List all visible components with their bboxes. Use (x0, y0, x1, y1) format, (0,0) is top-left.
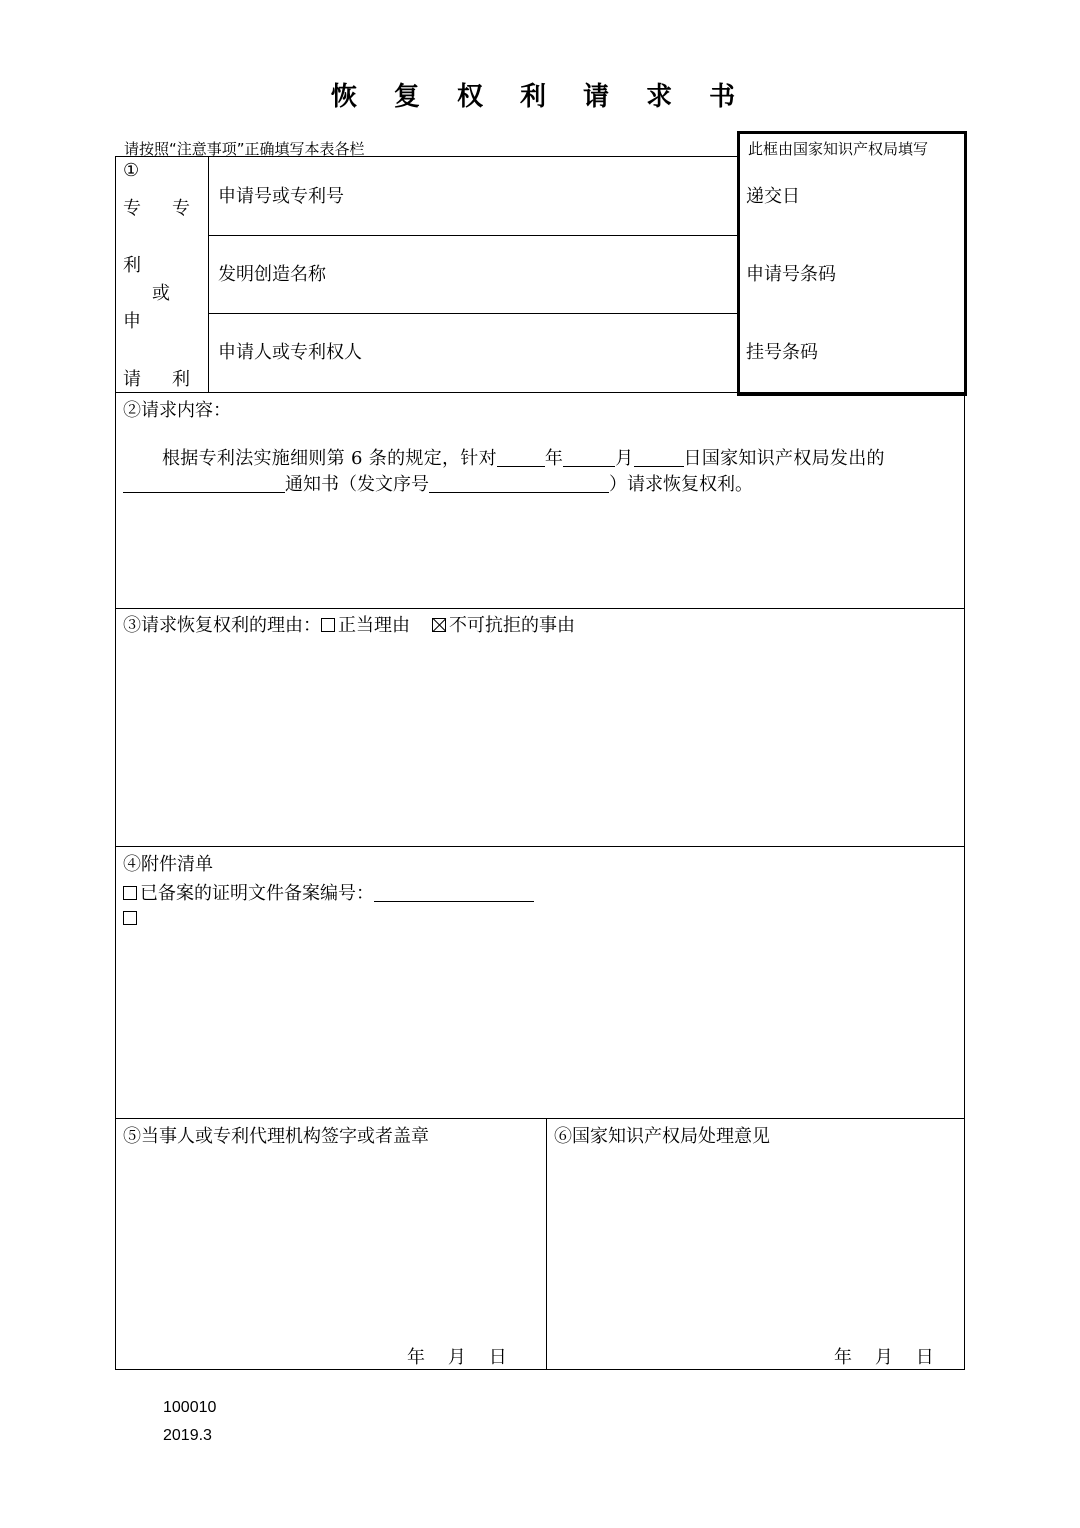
section1-char: 请 (123, 369, 141, 390)
attachment-item-2 (123, 908, 140, 929)
section2-title: ②请求内容： (123, 400, 231, 421)
day-blank[interactable] (634, 448, 684, 467)
app-barcode-label: 申请号条码 (746, 264, 836, 285)
section1-char: 专 (123, 198, 141, 219)
section1-char: 利 (172, 369, 190, 390)
request-text: 通知书（发文序号 (285, 474, 429, 495)
request-content-line2 (123, 470, 753, 496)
form-code: 100010 (163, 1399, 217, 1416)
month-blank[interactable] (563, 448, 615, 467)
year-blank[interactable] (497, 448, 545, 467)
attachment-label: 已备案的证明文件备案编号： (140, 883, 374, 904)
section1-char: 专 (172, 198, 190, 219)
checkbox-attachment-1[interactable] (123, 886, 137, 900)
registered-code-label: 挂号条码 (746, 342, 818, 363)
section1-char: 利 (123, 255, 141, 276)
request-content-line1 (162, 444, 885, 470)
section6-title: ⑥国家知识产权局处理意见 (554, 1126, 770, 1147)
instruction-note: 请按照“注意事项”正确填写本表各栏 (124, 140, 365, 158)
section1-char: 申 (123, 311, 141, 332)
filing-number-blank[interactable] (374, 883, 534, 902)
option-label: 不可抗拒的事由 (449, 615, 575, 636)
option-label: 正当理由 (338, 615, 410, 636)
section1-char: 或 (152, 283, 170, 304)
app-number-field[interactable]: 申请号或专利号 (218, 186, 344, 207)
request-text: 日国家知识产权局发出的 (683, 448, 885, 469)
section6-date: 年 月 日 (834, 1347, 934, 1368)
serial-number-blank[interactable] (429, 474, 609, 493)
section3-row (123, 611, 575, 637)
attachment-item-1 (123, 879, 534, 905)
applicant-field[interactable]: 申请人或专利权人 (218, 342, 362, 363)
section1-number: ① (123, 160, 140, 181)
section4-title: ④附件清单 (123, 854, 213, 875)
checkbox-attachment-2[interactable] (123, 911, 137, 925)
section3-title: ③请求恢复权利的理由： (123, 615, 321, 636)
section5-date: 年 月 日 (407, 1347, 507, 1368)
section5-title: ⑤当事人或专利代理机构签字或者盖章 (123, 1126, 429, 1147)
form-version: 2019.3 (163, 1427, 212, 1444)
request-text: ）请求恢复权利。 (609, 474, 753, 495)
invention-name-field[interactable]: 发明创造名称 (218, 264, 326, 285)
month-label: 月 (615, 448, 634, 469)
request-text: 根据专利法实施细则第 6 条的规定，针对 (162, 448, 497, 469)
submit-date-label: 递交日 (746, 186, 800, 207)
notice-type-blank[interactable] (123, 474, 285, 493)
office-use-header: 此框由国家知识产权局填写 (748, 140, 929, 158)
checkbox-justified-reason[interactable] (321, 618, 335, 632)
checkbox-force-majeure[interactable] (432, 618, 446, 632)
form-title: 恢 复 权 利 请 求 书 (330, 82, 750, 112)
year-label: 年 (544, 448, 564, 469)
